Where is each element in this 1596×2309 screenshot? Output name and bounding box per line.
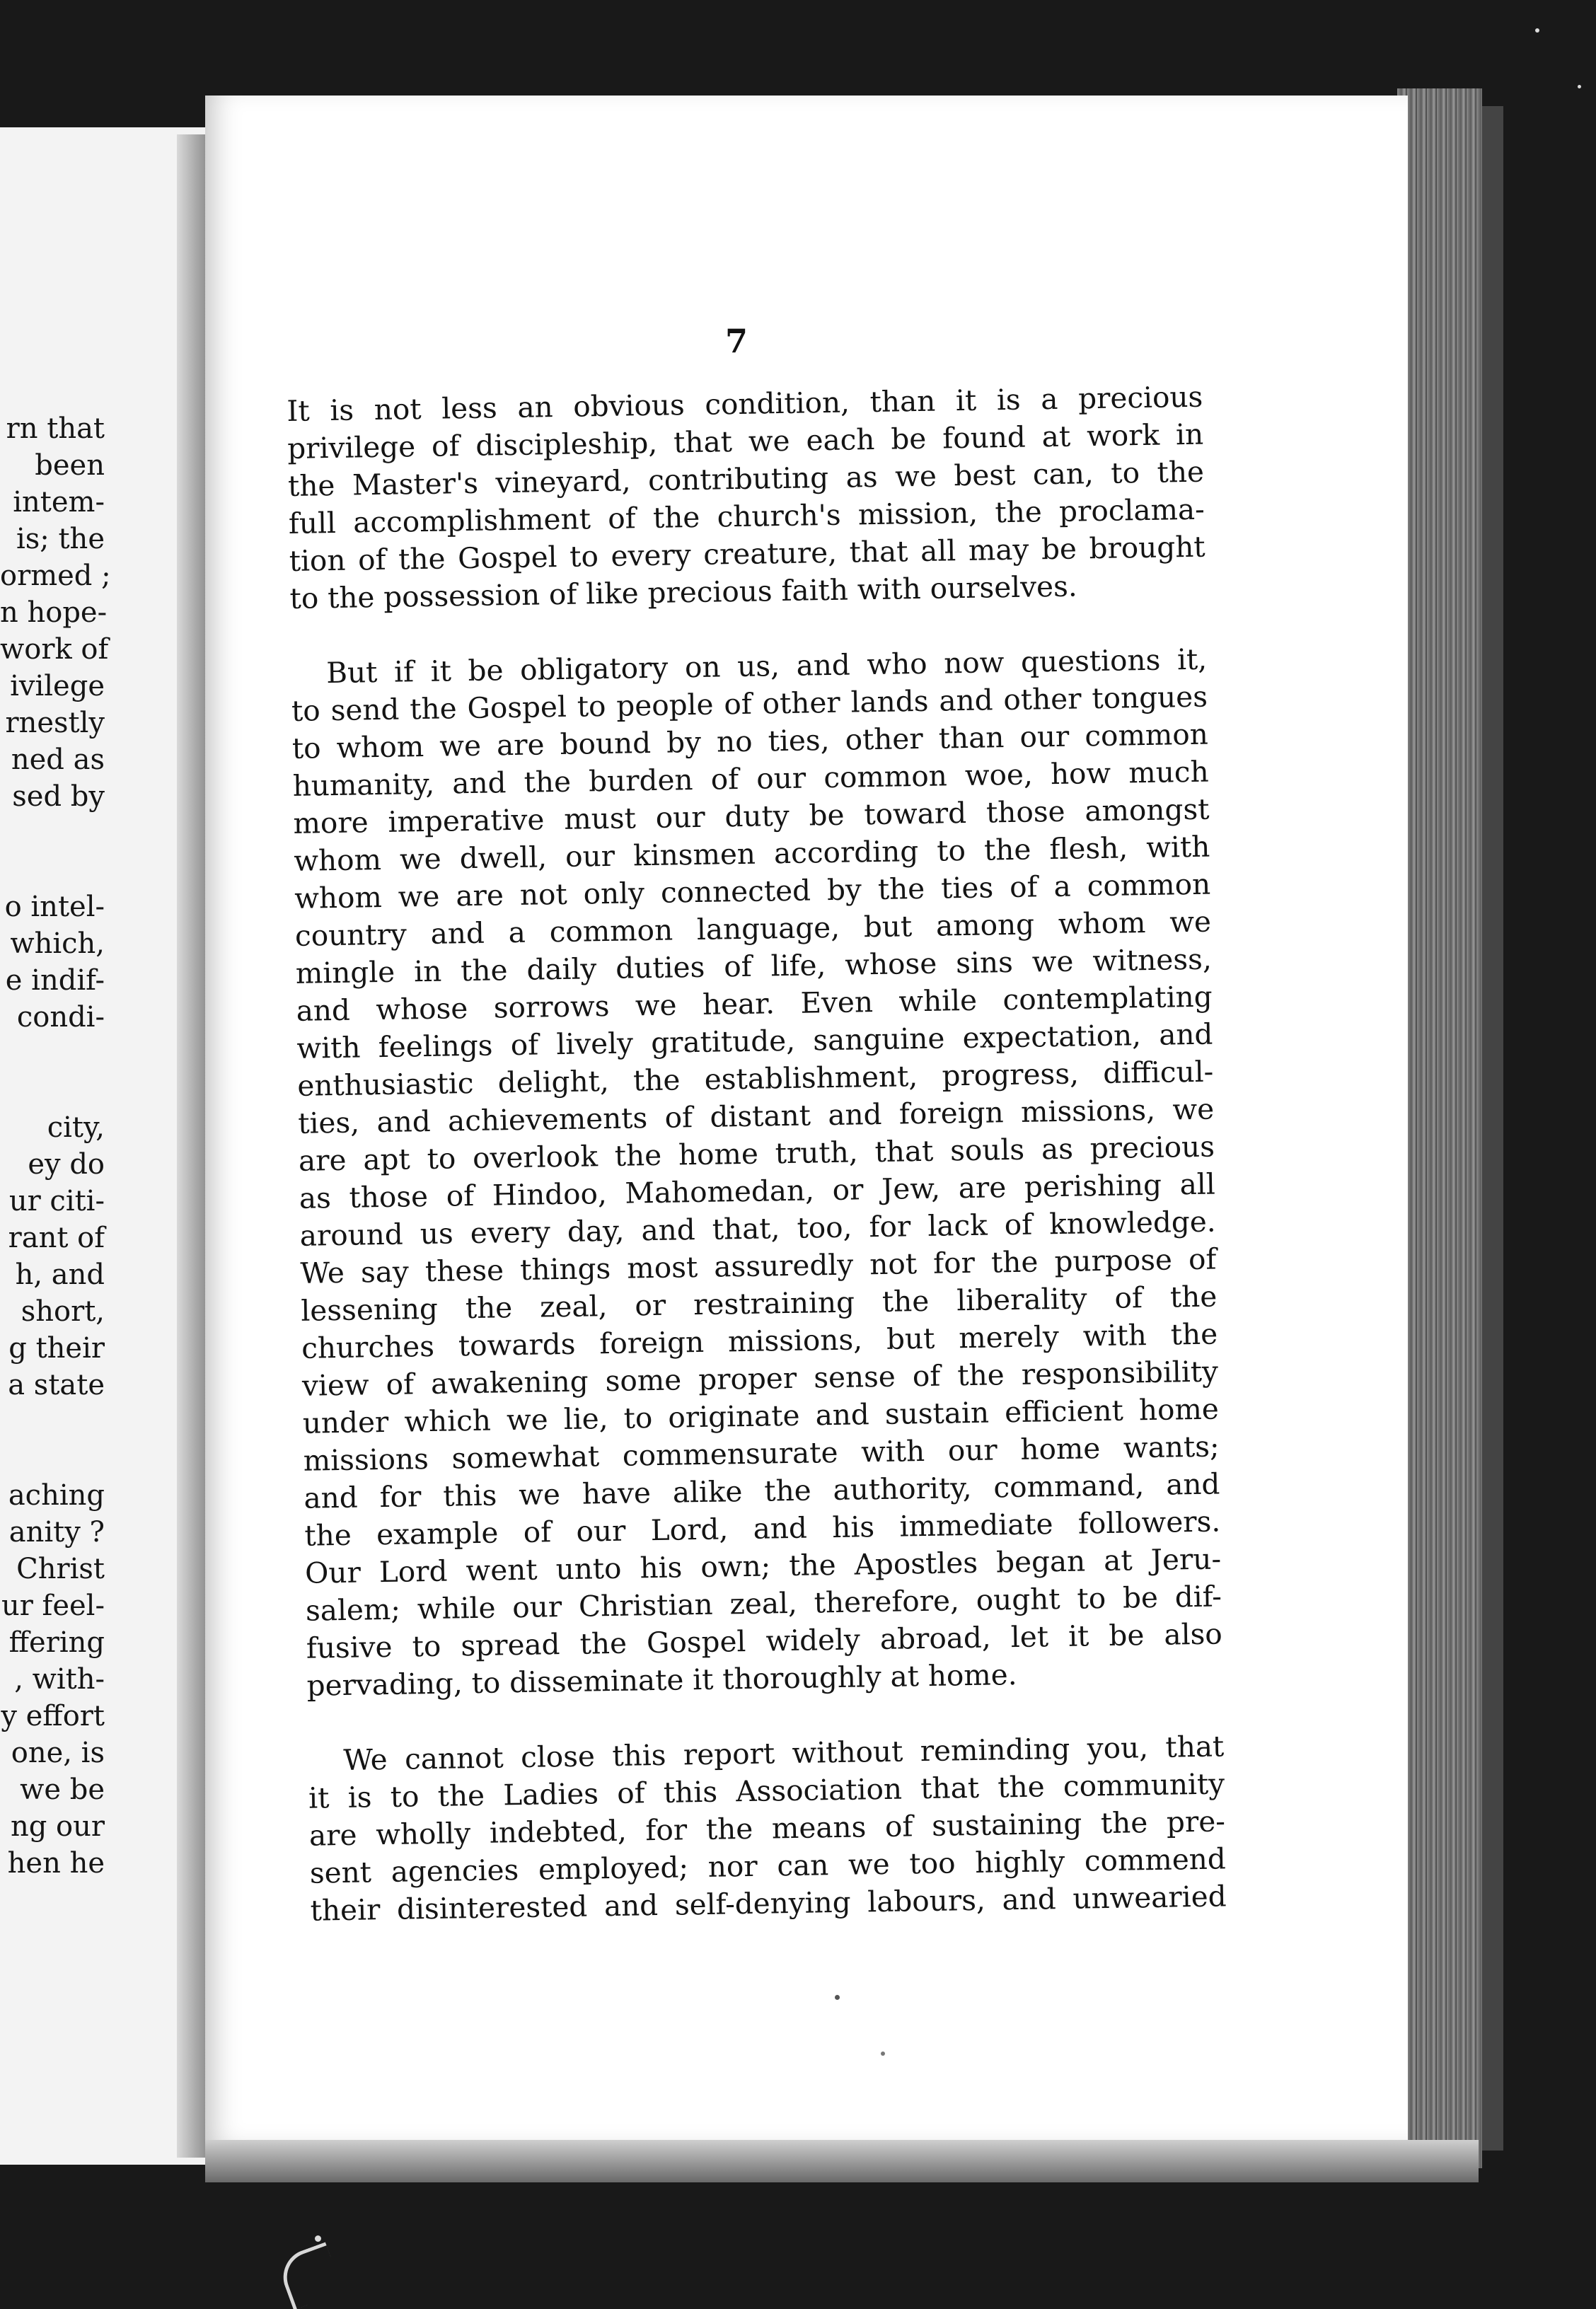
previous-page-fragment xyxy=(0,410,111,815)
dust-speck xyxy=(315,2235,321,2242)
text-line: their disinterested and self-denying labours, and unwearied xyxy=(310,1879,1227,1928)
text-line: We say these things most assuredly not for the purpose of xyxy=(300,1242,1217,1290)
page-bottom-edge xyxy=(205,2140,1479,2182)
text-line: one, is xyxy=(11,1737,105,1769)
text-line: the example of our Lord, and his immediate followers. xyxy=(304,1504,1221,1553)
page-edges xyxy=(1397,88,1482,2168)
scanner-artifact xyxy=(275,2242,343,2309)
text-line: ng our xyxy=(10,1810,105,1843)
text-line: as those of Hindoo, Mahomedan, or Jew, are perishing all xyxy=(299,1167,1216,1215)
text-line: humanity, and the burden of our common woe, how much xyxy=(292,754,1209,803)
dust-speck xyxy=(1535,28,1539,33)
text-line: We cannot close this report without reminding you, that xyxy=(342,1729,1225,1777)
text-line: city, xyxy=(47,1111,105,1144)
page-number: 7 xyxy=(725,322,748,360)
paragraph xyxy=(308,1728,1227,1929)
text-line: y effort xyxy=(1,1700,105,1732)
text-line: ivilege xyxy=(10,670,105,702)
text-line: full accomplishment of the church's mission, the proclama- xyxy=(288,492,1205,540)
text-line: pervading, to disseminate it thoroughly at home. xyxy=(306,1657,1017,1703)
text-line: ur feel- xyxy=(1,1590,105,1622)
dust-speck xyxy=(881,2052,885,2056)
text-line: is; the xyxy=(16,523,105,555)
text-line: Our Lord went unto his own; the Apostles began at Jeru- xyxy=(304,1541,1222,1590)
text-line: to whom we are bound by no ties, other than our common xyxy=(291,717,1209,765)
text-line: and for this we have alike the authority, command, and xyxy=(303,1466,1220,1515)
dust-speck xyxy=(835,1995,840,2000)
text-line: the Master's vineyard, contributing as we best can, to the xyxy=(287,454,1205,503)
text-line: enthusiastic delight, the establishment, progress, difficul- xyxy=(297,1054,1214,1103)
paragraph xyxy=(287,378,1206,618)
previous-page-fragment xyxy=(0,1477,105,1882)
text-line: country and a common language, but among whom we xyxy=(294,904,1212,953)
text-line: aching xyxy=(8,1479,105,1512)
text-line: o intel- xyxy=(4,891,105,923)
text-line: g their xyxy=(8,1332,105,1365)
text-line: view of awakening some proper sense of the responsibility xyxy=(301,1354,1219,1403)
dust-speck xyxy=(1578,85,1581,88)
text-line: more imperative must our duty be toward those amongst xyxy=(293,792,1210,840)
text-line: e indif- xyxy=(5,964,105,997)
text-line: which, xyxy=(10,927,105,960)
body-text xyxy=(287,378,1227,1967)
text-line: mingle in the daily duties of life, whose sins we witness, xyxy=(295,942,1213,990)
text-line: salem; while our Christian zeal, therefore, ought to be dif- xyxy=(305,1579,1222,1628)
text-line: n hope- xyxy=(0,596,108,629)
text-line: missions somewhat commensurate with our home wants; xyxy=(303,1429,1220,1478)
text-line: work of xyxy=(0,633,109,666)
text-line: it is to the Ladies of this Association that the community xyxy=(308,1766,1225,1815)
text-line: , with- xyxy=(14,1663,105,1696)
text-line: churches towards foreign missions, but merely with the xyxy=(301,1316,1218,1365)
text-line: Christ xyxy=(16,1553,105,1585)
text-line: to the possession of like precious faith with ourselves. xyxy=(289,569,1078,615)
text-line: ur citi- xyxy=(8,1185,105,1217)
text-line: It is not less an obvious condition, than it is a precious xyxy=(287,379,1203,428)
paragraph xyxy=(291,641,1223,1705)
text-line: ned as xyxy=(11,743,105,776)
text-line: ormed ; xyxy=(0,560,111,592)
text-line: under which we lie, to originate and sustain efficient home xyxy=(302,1391,1220,1440)
text-line: anity ? xyxy=(8,1516,105,1549)
text-line: whom we dwell, our kinsmen according to the flesh, with xyxy=(294,829,1210,878)
text-line: sed by xyxy=(12,780,105,813)
text-line: whom we are not only connected by the ties of a common xyxy=(294,867,1211,915)
text-line: short, xyxy=(21,1295,105,1328)
text-line: to send the Gospel to people of other lands and other tongues xyxy=(291,679,1208,728)
text-line: hen he xyxy=(7,1847,105,1880)
text-line: a state xyxy=(8,1369,105,1401)
text-line: tion of the Gospel to every creature, that all may be brought xyxy=(289,529,1205,578)
text-line: fusive to spread the Gospel widely abroad, let it be also xyxy=(306,1616,1223,1665)
text-line: rn that xyxy=(6,412,105,445)
text-line: we be xyxy=(20,1773,105,1806)
previous-page-fragment xyxy=(0,889,105,1036)
text-line: condi- xyxy=(16,1001,105,1034)
text-line: with feelings of lively gratitude, sanguine expectation, and xyxy=(296,1017,1213,1065)
text-line: ffering xyxy=(8,1626,105,1659)
text-line: privilege of discipleship, that we each be found at work in xyxy=(287,417,1204,465)
previous-page-text xyxy=(0,410,111,1882)
book-cover-edge xyxy=(1482,106,1503,2151)
text-line: been xyxy=(35,449,105,482)
text-line: rant of xyxy=(8,1222,105,1254)
text-line: But if it be obligatory on us, and who now questions it, xyxy=(325,642,1208,690)
text-line: are wholly indebted, for the means of sustaining the pre- xyxy=(308,1804,1226,1853)
text-line: ey do xyxy=(28,1148,105,1181)
text-line: intem- xyxy=(13,486,105,519)
text-line: rnestly xyxy=(5,707,105,739)
text-line: around us every day, and that, too, for lack of knowledge. xyxy=(299,1204,1216,1253)
text-line: are apt to overlook the home truth, that souls as precious xyxy=(298,1129,1215,1178)
text-line: lessening the zeal, or restraining the liberality of the xyxy=(301,1279,1218,1328)
text-line: and whose sorrows we hear. Even while contemplating xyxy=(296,979,1213,1028)
previous-page-fragment xyxy=(0,1109,105,1404)
text-line: ties, and achievements of distant and foreign missions, we xyxy=(297,1092,1215,1140)
text-line: sent agencies employed; nor can we too highly commend xyxy=(309,1841,1227,1890)
text-line: h, and xyxy=(15,1258,105,1291)
